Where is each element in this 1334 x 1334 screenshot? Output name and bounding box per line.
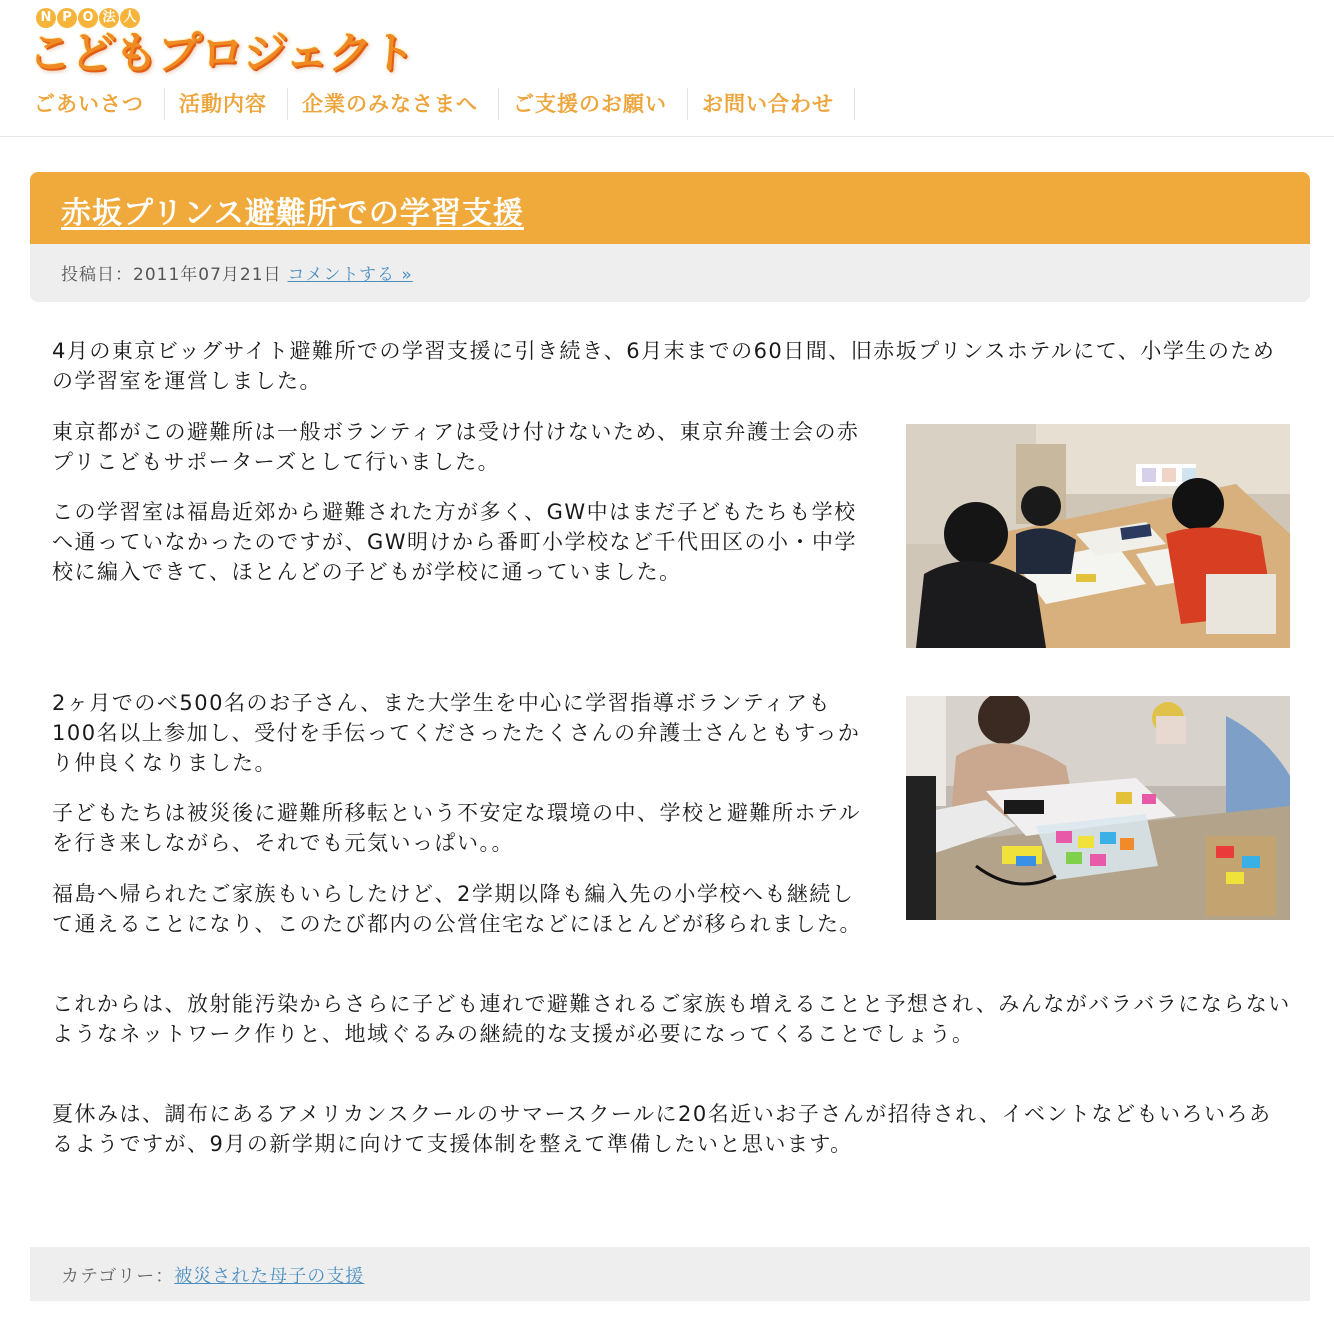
category-label	[61, 1262, 364, 1288]
logo-badge-letter: P	[57, 8, 77, 28]
nav-item-support-request[interactable]: ご支援のお願い	[501, 88, 688, 120]
photo-children-studying-image	[906, 424, 1290, 648]
post-paragraph: 子どもたちは被災後に避難所移転という不安定な環境の中、学校と避難所ホテルを行き来しながら、それでも元気いっぱい。。	[52, 801, 861, 855]
post-paragraph: 4月の東京ビッグサイト避難所での学習支援に引き続き、6月末までの60日間、旧赤坂プリンスホテルにて、小学生のための学習室を運営しました。	[52, 339, 1276, 393]
post-title-bar	[30, 172, 1310, 244]
post-paragraph: 福島へ帰られたご家族もいらしたけど、2学期以降も編入先の小学校へも継続して通えることになり、このたび都内の公営住宅などにほとんどが移られました。	[52, 882, 862, 936]
category-bar	[30, 1247, 1310, 1301]
logo-badge-letter: N	[36, 8, 56, 28]
comment-link[interactable]: コメントする »	[287, 265, 413, 285]
photo-volunteers-blocks-image	[906, 696, 1290, 920]
post-title-link[interactable]: 赤坂プリンス避難所での学習支援	[61, 196, 524, 231]
logo-badge-letter: O	[78, 8, 98, 28]
logo-npo-badge	[36, 8, 140, 30]
photo-children-studying	[906, 424, 1290, 648]
post-paragraph: 夏休みは、調布にあるアメリカンスクールのサマースクールに20名近いお子さんが招待され、イベントなどもいろいろあるようですが、9月の新学期に向けて支援体制を整えて準備したいと思います。	[52, 1102, 1272, 1156]
photo-volunteers-blocks	[906, 696, 1290, 920]
post-paragraph: 2ヶ月でのべ500名のお子さん、また大学生を中心に学習指導ボランティアも100名以上参加し、受付を手伝ってくださったたくさんの弁護士さんともすっかり仲良くなりました。	[52, 691, 861, 775]
logo-text: こどもプロジェクト	[26, 28, 416, 79]
post-header	[30, 172, 1310, 302]
category-link[interactable]: 被災された母子の支援	[174, 1266, 365, 1287]
post-paragraph: これからは、放射能汚染からさらに子ども連れで避難されるご家族も増えることと予想され、みんながバラバラにならないようなネットワーク作りと、地域ぐるみの継続的な支援が必要になってくることでしょう。	[52, 992, 1291, 1046]
site-header	[0, 0, 1334, 137]
logo-badge-letter: 法	[99, 8, 119, 28]
nav-item-contact[interactable]: お問い合わせ	[690, 88, 855, 120]
post-date: 投稿日：2011年07月21日	[61, 265, 282, 285]
post-paragraph: この学習室は福島近郊から避難された方が多く、GW中はまだ子どもたちも学校へ通っていなかったのですが、GW明けから番町小学校など千代田区の小・中学校に編入できて、ほとんどの子どもが学校に通っていました。	[52, 500, 858, 584]
site-logo[interactable]	[26, 6, 416, 82]
nav-item-activities[interactable]: 活動内容	[167, 88, 288, 120]
logo-badge-letter: 人	[120, 8, 140, 28]
post-paragraph: 東京都がこの避難所は一般ボランティアは受け付けないため、東京弁護士会の赤プリこどもサポーターズとして行いました。	[52, 420, 860, 474]
category-prefix: カテゴリー：	[61, 1266, 175, 1287]
nav-item-companies[interactable]: 企業のみなさまへ	[290, 88, 499, 120]
main-nav	[22, 86, 857, 122]
post-meta	[61, 260, 413, 285]
nav-item-greeting[interactable]: ごあいさつ	[22, 88, 165, 120]
